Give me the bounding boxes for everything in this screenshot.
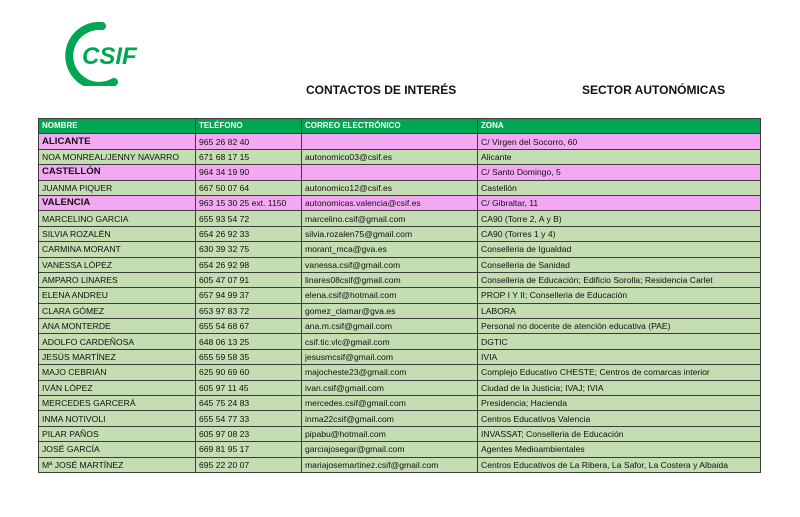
- cell-name: JOSÉ GARCÍA: [39, 442, 196, 457]
- cell-email[interactable]: elena.csif@hotmail.com: [302, 288, 478, 303]
- cell-name: JESÚS MARTÍNEZ: [39, 349, 196, 364]
- table-row: [39, 319, 761, 334]
- cell-phone: 653 97 83 72: [196, 303, 302, 318]
- cell-name: NOA MONREAL/JENNY NAVARRO: [39, 149, 196, 164]
- table-header-row: [39, 119, 761, 134]
- region-row: [39, 165, 761, 180]
- table-row: [39, 396, 761, 411]
- cell-name: ELENA ANDREU: [39, 288, 196, 303]
- cell-zone: CA90 (Torres 1 y 4): [478, 226, 761, 241]
- cell-phone: 654 26 92 98: [196, 257, 302, 272]
- cell-name: VANESSA LÓPEZ: [39, 257, 196, 272]
- page-title: CONTACTOS DE INTERÉS: [306, 83, 457, 97]
- cell-phone: 605 47 07 91: [196, 272, 302, 287]
- cell-zone: Agentes Medioambientales: [478, 442, 761, 457]
- cell-email[interactable]: linares08csif@gmail.com: [302, 272, 478, 287]
- cell-email[interactable]: morant_mca@gva.es: [302, 242, 478, 257]
- cell-zone: C/ Santo Domingo, 5: [478, 165, 761, 180]
- cell-zone: Centros Educativos Valencia: [478, 411, 761, 426]
- cell-phone: 667 50 07 64: [196, 180, 302, 195]
- table-row: [39, 272, 761, 287]
- cell-email: [302, 165, 478, 180]
- cell-zone: Ciudad de la Justicia; IVAJ; IVIA: [478, 380, 761, 395]
- cell-name: Mª JOSÉ MARTÍNEZ: [39, 457, 196, 472]
- cell-name: JUANMA PIQUER: [39, 180, 196, 195]
- column-header-phone: TELÉFONO: [196, 119, 302, 134]
- cell-name: MAJO CEBRIÁN: [39, 365, 196, 380]
- cell-phone: 655 54 68 67: [196, 319, 302, 334]
- table-row: [39, 211, 761, 226]
- cell-phone: 648 06 13 25: [196, 334, 302, 349]
- table-row: [39, 334, 761, 349]
- table-row: [39, 457, 761, 472]
- cell-phone: 654 26 92 33: [196, 226, 302, 241]
- cell-email[interactable]: silvia.rozalen75@gmail.com: [302, 226, 478, 241]
- cell-email[interactable]: pipabu@hotmail.com: [302, 426, 478, 441]
- cell-name: AMPARO LINARES: [39, 272, 196, 287]
- cell-name: ANA MONTERDE: [39, 319, 196, 334]
- logo-text: CSIF: [82, 43, 137, 70]
- cell-name: CARMINA MORANT: [39, 242, 196, 257]
- cell-phone: 625 90 69 60: [196, 365, 302, 380]
- cell-name: SILVIA ROZALÉN: [39, 226, 196, 241]
- cell-zone: INVASSAT; Conselleria de Educación: [478, 426, 761, 441]
- column-header-email: CORREO ELECTRÓNICO: [302, 119, 478, 134]
- column-header-name: NOMBRE: [39, 119, 196, 134]
- cell-name: INMA NOTIVOLI: [39, 411, 196, 426]
- table-row: [39, 380, 761, 395]
- table-row: [39, 426, 761, 441]
- cell-email[interactable]: garciajosegar@gmail.com: [302, 442, 478, 457]
- table-row: [39, 442, 761, 457]
- cell-phone: 963 15 30 25 ext. 1150: [196, 195, 302, 210]
- cell-phone: 645 75 24 83: [196, 396, 302, 411]
- table-row: [39, 349, 761, 364]
- cell-email[interactable]: autonomico03@csif.es: [302, 149, 478, 164]
- table-row: [39, 242, 761, 257]
- table-row: [39, 257, 761, 272]
- cell-phone: 605 97 08 23: [196, 426, 302, 441]
- cell-zone: Centros Educativos de La Ribera, La Safor, La Costera y Albaida: [478, 457, 761, 472]
- cell-phone: 671 68 17 15: [196, 149, 302, 164]
- cell-phone: 965 26 82 40: [196, 134, 302, 149]
- cell-phone: 655 54 77 33: [196, 411, 302, 426]
- cell-zone: C/ Virgen del Socorro, 60: [478, 134, 761, 149]
- cell-email[interactable]: jesusmcsif@gmail.com: [302, 349, 478, 364]
- cell-email[interactable]: gomez_clamar@gva.es: [302, 303, 478, 318]
- cell-zone: Complejo Educativo CHESTE; Centros de comarcas interior: [478, 365, 761, 380]
- cell-zone: C/ Gibraltar, 11: [478, 195, 761, 210]
- cell-zone: Personal no docente de atención educativa (PAE): [478, 319, 761, 334]
- cell-name: ALICANTE: [39, 134, 196, 149]
- table-row: [39, 288, 761, 303]
- cell-name: IVÁN LÓPEZ: [39, 380, 196, 395]
- cell-zone: Conselleria de Educación; Edificio Sorolla; Residencia Carlet: [478, 272, 761, 287]
- cell-name: MERCEDES GARCERÁ: [39, 396, 196, 411]
- cell-phone: 669 81 95 17: [196, 442, 302, 457]
- cell-email[interactable]: inma22csif@gmail.com: [302, 411, 478, 426]
- table-row: [39, 226, 761, 241]
- cell-zone: Alicante: [478, 149, 761, 164]
- table-row: [39, 303, 761, 318]
- csif-logo: [62, 22, 154, 86]
- table-row: [39, 149, 761, 164]
- table-row: [39, 411, 761, 426]
- table-row: [39, 180, 761, 195]
- cell-email[interactable]: ivan.csif@gmail.com: [302, 380, 478, 395]
- cell-email: [302, 134, 478, 149]
- cell-phone: 695 22 20 07: [196, 457, 302, 472]
- region-row: [39, 134, 761, 149]
- cell-zone: DGTIC: [478, 334, 761, 349]
- cell-email[interactable]: vanessa.csif@gmail.com: [302, 257, 478, 272]
- cell-zone: Castellón: [478, 180, 761, 195]
- sector-title: SECTOR AUTONÓMICAS: [582, 83, 726, 97]
- cell-phone: 657 94 99 37: [196, 288, 302, 303]
- contacts-table: [38, 118, 761, 473]
- cell-zone: IVIA: [478, 349, 761, 364]
- cell-email[interactable]: autonomico12@csif.es: [302, 180, 478, 195]
- column-header-zone: ZONA: [478, 119, 761, 134]
- cell-name: PILAR PAÑOS: [39, 426, 196, 441]
- cell-email[interactable]: csif.tic.vlc@gmail.com: [302, 334, 478, 349]
- region-row: [39, 195, 761, 210]
- cell-name: ADOLFO CARDEÑOSA: [39, 334, 196, 349]
- cell-phone: 655 59 58 35: [196, 349, 302, 364]
- cell-email[interactable]: autonomicas.valencia@csif.es: [302, 195, 478, 210]
- cell-phone: 964 34 19 90: [196, 165, 302, 180]
- cell-phone: 655 93 54 72: [196, 211, 302, 226]
- cell-zone: PROP I Y II; Conselleria de Educación: [478, 288, 761, 303]
- cell-name: VALENCIA: [39, 195, 196, 210]
- cell-email[interactable]: marcelino.csif@gmail.com: [302, 211, 478, 226]
- cell-name: CLARA GÓMEZ: [39, 303, 196, 318]
- cell-zone: Conselleria de Sanidad: [478, 257, 761, 272]
- cell-email[interactable]: mariajosemartinez.csif@gmail.com: [302, 457, 478, 472]
- cell-zone: Presidencia; Hacienda: [478, 396, 761, 411]
- cell-name: CASTELLÓN: [39, 165, 196, 180]
- cell-email[interactable]: mercedes.csif@gmail.com: [302, 396, 478, 411]
- cell-zone: CA90 (Torre 2, A y B): [478, 211, 761, 226]
- cell-phone: 605 97 11 45: [196, 380, 302, 395]
- cell-email[interactable]: ana.m.csif@gmail.com: [302, 319, 478, 334]
- cell-phone: 630 39 32 75: [196, 242, 302, 257]
- cell-email[interactable]: majocheste23@gmail.com: [302, 365, 478, 380]
- cell-name: MARCELINO GARCIA: [39, 211, 196, 226]
- table-row: [39, 365, 761, 380]
- cell-zone: LABORA: [478, 303, 761, 318]
- cell-zone: Conselleria de Igualdad: [478, 242, 761, 257]
